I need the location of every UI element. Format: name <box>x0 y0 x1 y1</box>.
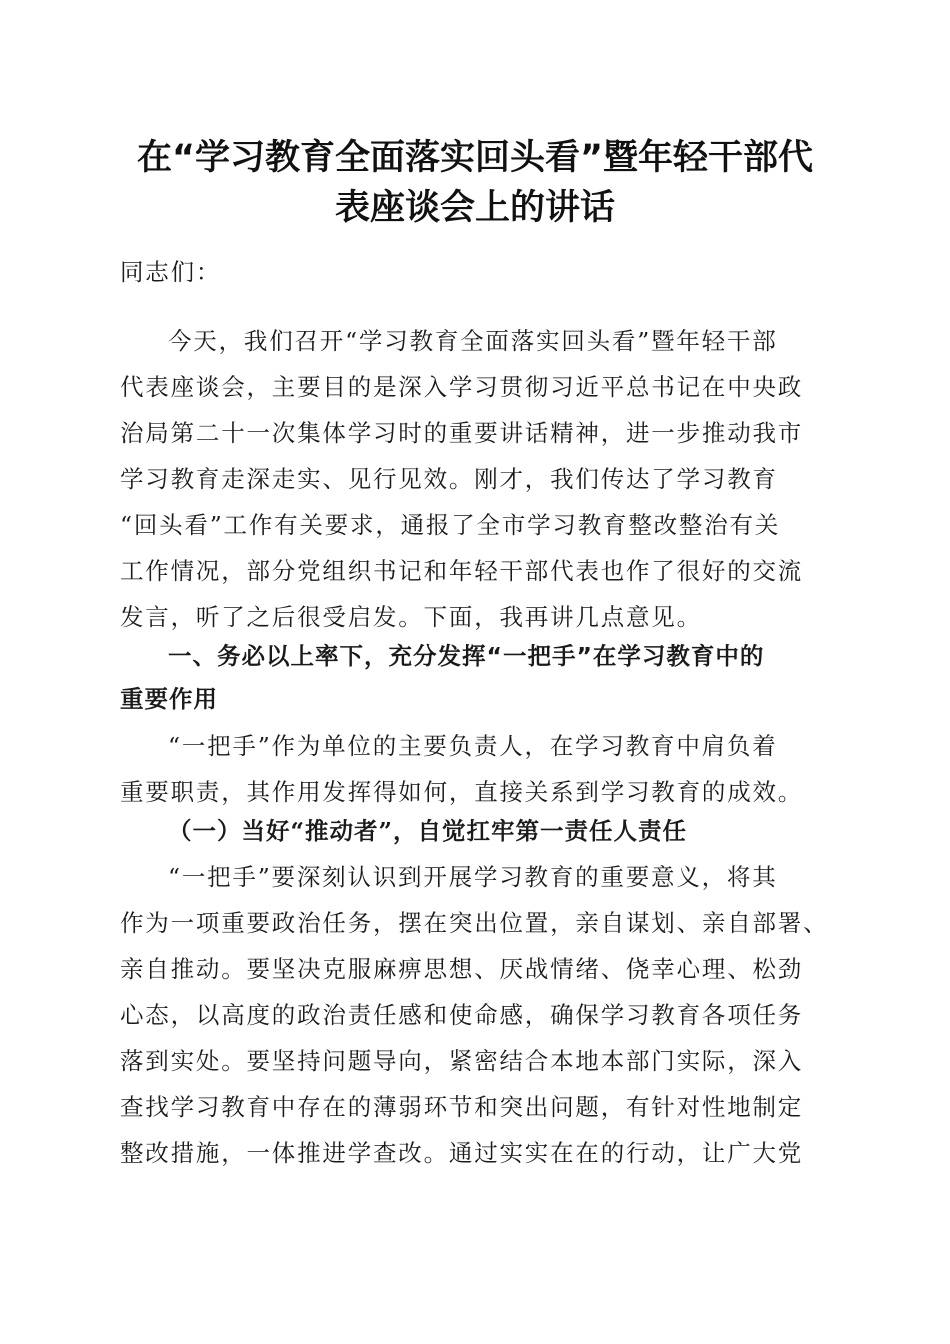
paragraph-line: “一把手”要深刻认识到开展学习教育的重要意义，将其 <box>168 863 778 891</box>
paragraph-line: 整改措施，一体推进学查改。通过实实在在的行动，让广大党 <box>120 1139 804 1167</box>
paragraph-line: 重要职责，其作用发挥得如何，直接关系到学习教育的成效。 <box>120 778 804 806</box>
section-heading-1: 一、务必以上率下，充分发挥“一把手”在学习教育中的 <box>168 642 765 670</box>
paragraph-line: 治局第二十一次集体学习时的重要讲话精神，进一步推动我市 <box>120 419 804 447</box>
document-title-line-2: 表座谈会上的讲话 <box>334 188 615 228</box>
paragraph-line: 今天，我们召开“学习教育全面落实回头看”暨年轻干部 <box>168 327 778 355</box>
paragraph-line: 亲自推动。要坚决克服麻痹思想、厌战情绪、侥幸心理、松劲 <box>120 955 804 983</box>
paragraph-line: 落到实处。要坚持问题导向，紧密结合本地本部门实际，深入 <box>120 1047 804 1075</box>
paragraph-line: 发言，听了之后很受启发。下面，我再讲几点意见。 <box>120 603 702 631</box>
paragraph-line: 学习教育走深走实、见行见效。刚才，我们传达了学习教育 <box>120 465 778 493</box>
paragraph-line: “一把手”作为单位的主要负责人，在学习教育中肩负着 <box>168 732 778 760</box>
paragraph-line: “回头看”工作有关要求，通报了全市学习教育整改整治有关 <box>120 511 781 539</box>
section-heading-1-cont: 重要作用 <box>120 685 218 713</box>
paragraph-line: 工作情况，部分党组织书记和年轻干部代表也作了很好的交流 <box>120 557 804 585</box>
paragraph-line: 代表座谈会，主要目的是深入学习贯彻习近平总书记在中央政 <box>120 373 804 401</box>
paragraph-line: 作为一项重要政治任务，摆在突出位置，亲自谋划、亲自部署、 <box>120 909 829 937</box>
paragraph-line: 查找学习教育中存在的薄弱环节和突出问题，有针对性地制定 <box>120 1093 804 1121</box>
greeting: 同志们： <box>120 258 222 286</box>
paragraph-line: 心态，以高度的政治责任感和使命感，确保学习教育各项任务 <box>120 1001 804 1029</box>
document-title-line-1: 在“学习教育全面落实回头看”暨年轻干部代 <box>136 138 813 178</box>
subsection-heading-1: （一）当好“推动者”，自觉扛牢第一责任人责任 <box>168 817 688 845</box>
